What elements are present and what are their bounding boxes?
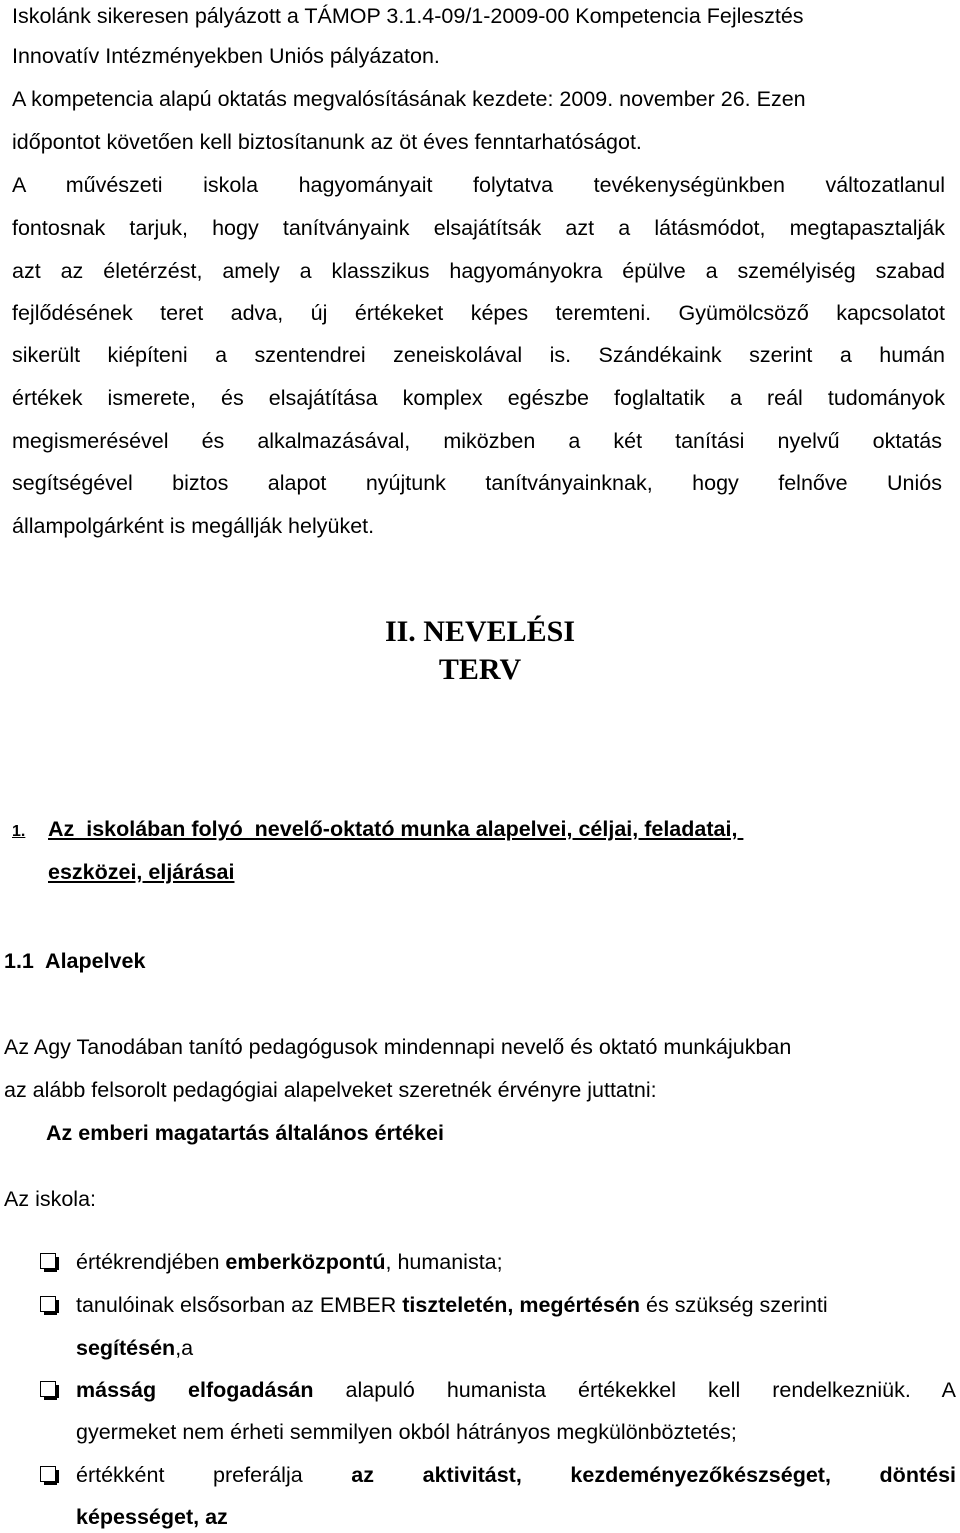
heading-line-2: eszközei, eljárásai — [48, 860, 235, 884]
bullet-1 — [76, 1248, 503, 1276]
checkbox-square-icon — [40, 1296, 56, 1312]
bullet-2-line-1 — [76, 1291, 828, 1319]
bullet-2-line2-post: ,a — [175, 1336, 194, 1360]
bullet-3-line-2: gyermeket nem érheti semmilyen okból hátrányos megkülönböztetés; — [76, 1420, 737, 1444]
paragraph-line-1: A művészeti iskola hagyományait folytatva tevékenységünkben változatlanul — [12, 173, 945, 197]
bullet-3-bold: másság elfogadásán — [76, 1378, 314, 1402]
bullet-4-line-1 — [76, 1461, 956, 1489]
bullet-1-pre: értékrendjében — [76, 1250, 226, 1274]
values-subheading: Az emberi magatartás általános értékei — [46, 1121, 444, 1145]
bullet-4-line2-bold: képességet, az — [76, 1505, 228, 1529]
paragraph-line-8: segítségével biztos alapot nyújtunk tanítványainknak, hogy felnőve Uniós — [12, 471, 942, 495]
bullet-2-line-2 — [76, 1334, 193, 1362]
bullet-2-pre: tanulóinak elsősorban az EMBER — [76, 1293, 403, 1317]
bullet-4-bold: az aktivitást, kezdeményezőkészséget, döntési — [351, 1463, 956, 1487]
body-line-1: Az Agy Tanodában tanító pedagógusok mindennapi nevelő és oktató munkájukban — [4, 1035, 792, 1059]
section-title-line-2: TERV — [438, 653, 522, 686]
body-line-2: az alább felsorolt pedagógiai alapelveket szeretnék érvényre juttatni: — [4, 1078, 657, 1102]
bullet-1-post: , humanista; — [385, 1250, 503, 1274]
intro-line-2: Innovatív Intézményekben Uniós pályázaton. — [12, 44, 440, 68]
paragraph-line-3: azt az életérzést, amely a klasszikus hagyományokra épülve a személyiség szabad — [12, 259, 945, 283]
bullet-2-line2-bold: segítésén — [76, 1336, 176, 1360]
bullet-2-bold: tiszteletén, megértésén — [402, 1293, 641, 1317]
paragraph-line-4: fejlődésének teret adva, új értékeket képes teremteni. Gyümölcsöző kapcsolatot — [12, 301, 945, 325]
paragraph-line-9: állampolgárként is megállják helyüket. — [12, 514, 375, 538]
paragraph-line-7: megismerésével és alkalmazásával, miközben a két tanítási nyelvű oktatás — [12, 429, 942, 453]
checkbox-square-icon — [40, 1253, 56, 1269]
school-label: Az iskola: — [4, 1187, 97, 1211]
intro-line-1: Iskolánk sikeresen pályázott a TÁMOP 3.1.4-09/1-2009-00 Kompetencia Fejlesztés — [12, 4, 804, 28]
intro-line-4: időpontot követően kell biztosítanunk az öt éves fenntarhatóságot. — [12, 130, 642, 154]
bullet-4-line-2 — [76, 1503, 228, 1531]
intro-line-3: A kompetencia alapú oktatás megvalósításának kezdete: 2009. november 26. Ezen — [12, 87, 806, 111]
bullet-3-post: alapuló humanista értékekkel kell rendelkezniük. A — [313, 1378, 956, 1402]
bullet-3-line-1 — [76, 1376, 956, 1404]
subheading-alapelvek: 1.1 Alapelvek — [4, 949, 146, 973]
paragraph-line-5: sikerült kiépíteni a szentendrei zeneiskolával is. Szándékaink szerint a humán — [12, 343, 945, 367]
checkbox-square-icon — [40, 1381, 56, 1397]
heading-line-1: Az iskolában folyó nevelő-oktató munka alapelvei, céljai, feladatai, — [48, 817, 744, 841]
paragraph-line-2: fontosnak tarjuk, hogy tanítványaink elsajátítsák azt a látásmódot, megtapasztalják — [12, 216, 945, 240]
bullet-1-bold: emberközpontú — [225, 1250, 386, 1274]
bullet-2-post: és szükség szerinti — [640, 1293, 828, 1317]
section-title-line-1: II. NEVELÉSI — [384, 615, 576, 648]
checkbox-square-icon — [40, 1466, 56, 1482]
bullet-4-pre: értékként preferálja — [76, 1463, 352, 1487]
heading-number-text: 1. — [12, 823, 26, 840]
paragraph-line-6: értékek ismerete, és elsajátítása komplex egészbe foglaltatik a reál tudományok — [12, 386, 945, 410]
heading-number — [12, 818, 25, 846]
